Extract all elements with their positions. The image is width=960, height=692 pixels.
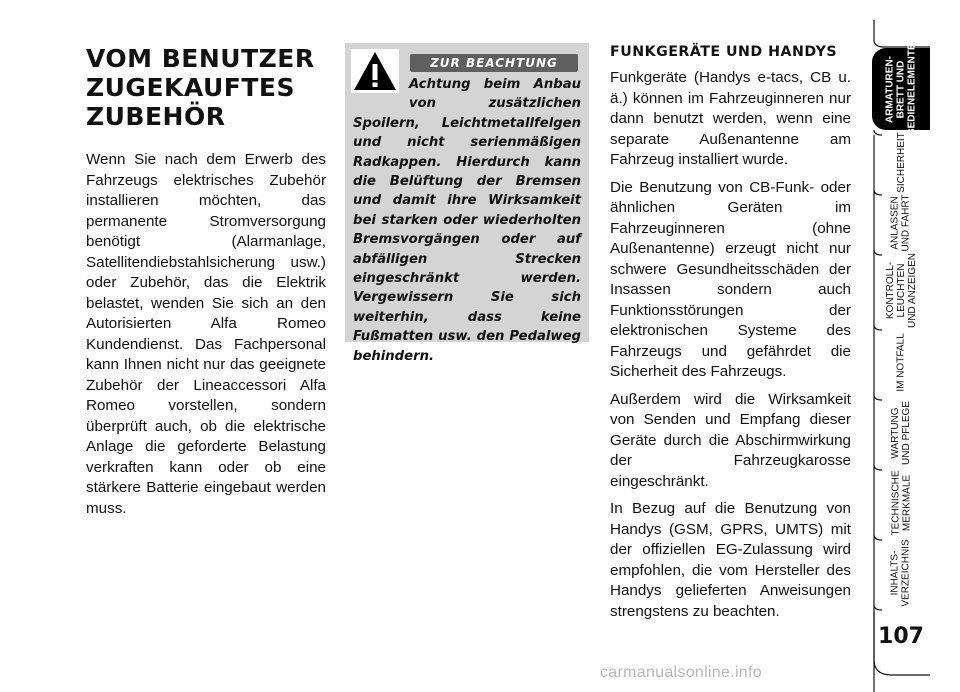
radio-section-body: [610, 68, 851, 629]
radio-paragraph-3: Außerdem wird die Wirksamkeit von Senden und Empfang dieser Geräte durch die Abschirmwirkung der Fahrzeugkarosse eingeschränkt.: [610, 390, 851, 490]
section-title-line-2: ZUGEKAUFTES: [86, 73, 295, 102]
accessory-paragraph: Wenn Sie nach dem Erwerb des Fahrzeugs elektrisches Zubehör installieren möchten, das permanente Stromversorgung benötigt (Alarmanlage, Satellitendiebstahlsicherung usw.) oder Zubehör, das die Elektrik belastet, wenden Sie sich an den Autorisierten Alfa Romeo Kundendienst. Das Fachpersonal kann Ihnen nicht nur das geeignete Zubehör der Lineaccessori Alfa Romeo vorstellen, sondern überprüft auch, ob die elektrische Anlage die geforderte Belastung verkraften kann oder ob eine stärkere Batterie eingebaut werden muss.: [86, 151, 326, 517]
warning-box: [345, 43, 589, 364]
tab-sicherheit[interactable]: SICHERHEIT: [895, 132, 907, 193]
watermark: carmanualsonline.info: [600, 664, 762, 681]
radio-paragraph-1: Funkgeräte (Handys e-tacs, CB u. ä.) können im Fahrzeuginneren nur dann benutzt werden, wenn eine separate Außenantenne am Fahrzeug installiert wurde.: [610, 69, 851, 168]
section-title-line-1: VOM BENUTZER: [86, 44, 315, 73]
chapter-sidebar: [872, 0, 930, 692]
section-title: [86, 44, 336, 131]
tab-kontrollleuchten[interactable]: KONTROLL- LEUCHTEN UND ANZEIGEN: [884, 252, 918, 328]
section-title-line-3: ZUBEHÖR: [86, 102, 226, 131]
tab-wartung[interactable]: WARTUNG UND PFLEGE: [890, 400, 912, 465]
radio-paragraph-2: Die Benutzung von CB-Funk- oder ähnlichen Geräten im Fahrzeuginneren (ohne Außenantenne) erzeugt nicht nur schwere Gesundheitsschäden der Insassen sondern auch Funktionsstörungen der elektronischen Systeme des Fahrzeugs und gefährdet die Sicherheit des Fahrzeugs.: [610, 178, 851, 380]
tab-armaturenbrett[interactable]: ARMATUREN- BRETT UND BEDIENELEMENTE: [872, 48, 930, 130]
tab-inhaltsverzeichnis[interactable]: INHALTS- VERZEICHNIS: [890, 538, 913, 607]
tab-technische-merkmale[interactable]: TECHNISCHE MERKMALE: [890, 469, 913, 536]
warning-label: ZUR BEACHTUNG: [410, 54, 578, 72]
tab-anlassen[interactable]: ANLASSEN UND FAHRT: [889, 193, 912, 252]
warning-text: Achtung beim Anbau von zusätzlichen Spoilern, Leichtmetallfelgen und nicht serienmäßigen Radkappen. Hierdurch kann die Belüftung der Bremsen und damit ihre Wirksamkeit bei starken oder wiederholten Bremsvorgängen oder auf abfälligen Strecken eingeschränkt werden. Vergewissern Sie sich weiterhin, dass keine Fußmatten usw. den Pedalweg behindern.: [353, 77, 581, 364]
radio-section-heading: FUNKGERÄTE UND HANDYS: [610, 44, 838, 60]
radio-paragraph-4: In Bezug auf die Benutzung von Handys (GSM, GPRS, UMTS) mit der offiziellen EG-Zulassung wird empfohlen, die vom Hersteller des Handys gelieferten Anweisungen strengstens zu beachten.: [610, 500, 851, 620]
tab-notfall[interactable]: IM NOTFALL: [895, 333, 907, 392]
page-number: 107: [878, 624, 924, 649]
